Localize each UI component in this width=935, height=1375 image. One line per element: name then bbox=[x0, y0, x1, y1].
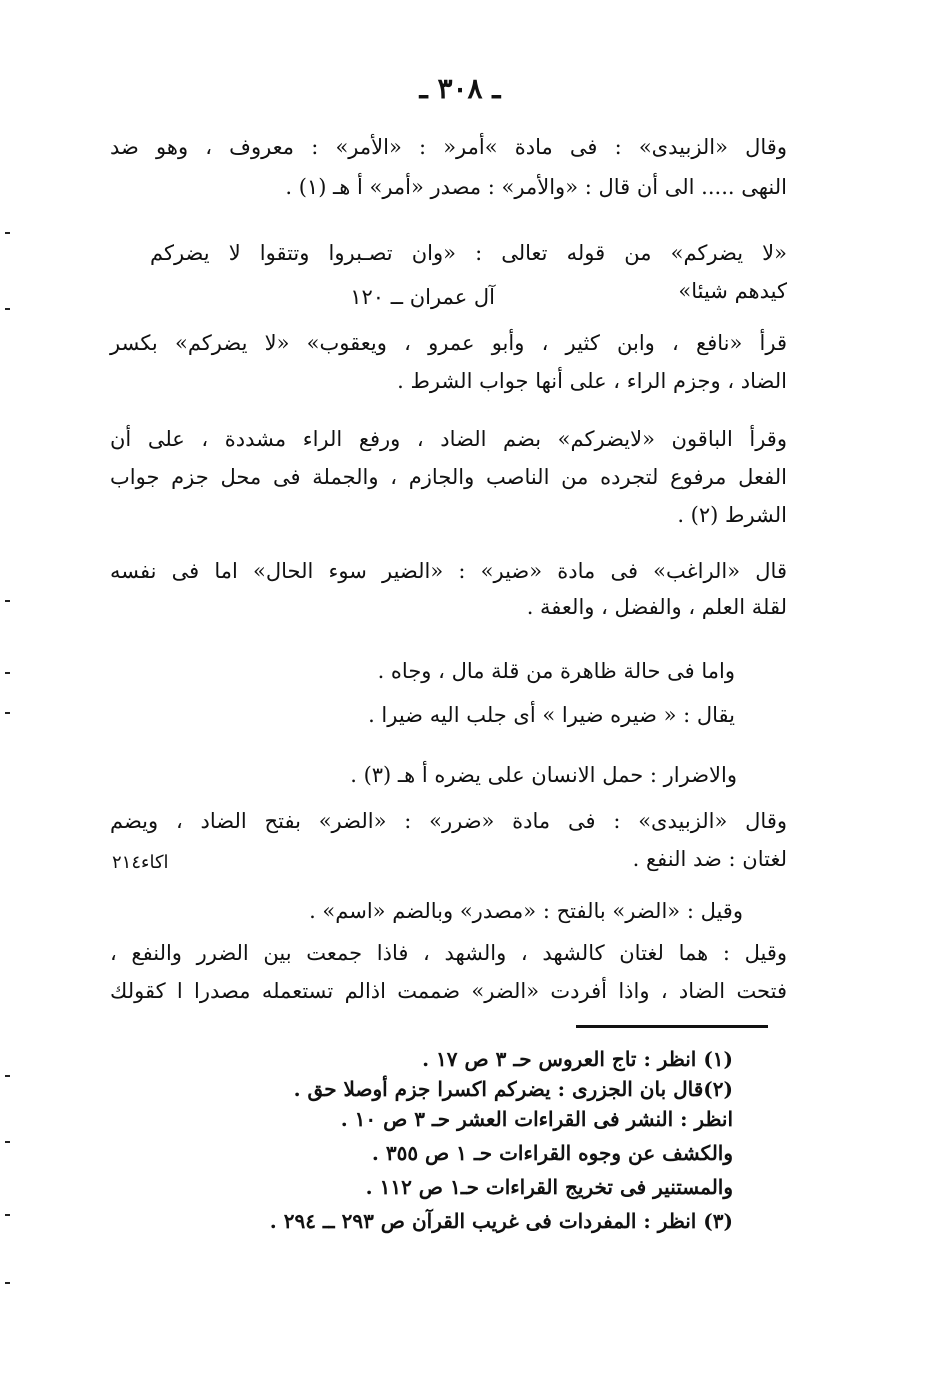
footnote: (١) انظر : تاج العروس حـ ٣ ص ١٧ . bbox=[422, 1047, 733, 1071]
footnote: (٢)قال بان الجزرى : يضركم اكسرا جزم أوصلا حق . bbox=[293, 1077, 733, 1101]
text-line: قال «الراغب» فى مادة «ضير» : «الضير سوء الحال» اما فى نفسه bbox=[110, 559, 787, 583]
scan-mark bbox=[5, 1282, 10, 1284]
text-line: فتحت الضاد ، واذا أفردت «الضر» ضممت اذالم تستعمله مصدرا ا كقولك bbox=[110, 979, 787, 1003]
text-line: الشرط (٢) . bbox=[677, 503, 787, 527]
page-number: ـ ٣٠٨ ـ bbox=[419, 72, 501, 105]
text-line: لقلة العلم ، والفضل ، والعفة . bbox=[526, 595, 787, 619]
text-line: وقيل : «الضر» بالفتح : «مصدر» وبالضم «اسم» . bbox=[309, 899, 743, 923]
text-line: قرأ «نافع ، وابن كثير ، وأبو عمرو ، ويعقوب» «لا يضركم» بكسر bbox=[110, 331, 787, 355]
footnote: (٣) انظر : المفردات فى غريب القرآن ص ٢٩٣ ــ ٢٩٤ . bbox=[269, 1209, 733, 1233]
scan-mark bbox=[5, 1214, 10, 1216]
scan-mark bbox=[5, 672, 10, 674]
scan-mark bbox=[5, 232, 10, 234]
scan-mark bbox=[5, 1141, 10, 1143]
text-line: وقرأ الباقون «لايضركم» بضم الضاد ، ورفع الراء مشددة ، على أن bbox=[110, 427, 787, 451]
footnote: والمستنير فى تخريج القراءات حـ١ ص ١١٢ . bbox=[365, 1175, 733, 1199]
footnote-divider bbox=[576, 1025, 768, 1028]
scan-mark bbox=[5, 600, 10, 602]
text-line: الضاد ، وجزم الراء ، على أنها جواب الشرط . bbox=[397, 369, 787, 393]
text-line: آل عمران ــ ١٢٠ bbox=[350, 285, 495, 309]
footnote: والكشف عن وجوه القراءات حـ ١ ص ٣٥٥ . bbox=[371, 1141, 733, 1165]
text-line: يقال : « ضيره ضيرا » أى جلب اليه ضيرا . bbox=[368, 703, 735, 727]
footnote: انظر : النشر فى القراءات العشر حـ ٣ ص ١٠ . bbox=[340, 1107, 733, 1131]
text-line: النهى ..... الى أن قال : «والأمر» : مصدر «أمر» أ هـ (١) . bbox=[285, 175, 787, 199]
text-line: كيدهم شيئا» bbox=[678, 279, 787, 303]
text-line: واما فى حالة ظاهرة من قلة مال ، وجاه . bbox=[377, 659, 735, 683]
margin-note: اكاء٢١٤ bbox=[112, 852, 169, 873]
scan-mark bbox=[5, 308, 10, 310]
scan-mark bbox=[5, 1075, 10, 1077]
text-line: والاضرار : حمل الانسان على يضره أ هـ (٣) . bbox=[350, 763, 737, 787]
text-line: «لا يضركم» من قوله تعالى : «وان تصـبروا وتتقوا لا يضركم bbox=[150, 241, 787, 265]
text-line: وقال «الزبيدى» : فى مادة »أمر« : «الأمر» : معروف ، وهو ضد bbox=[110, 135, 787, 159]
text-line: لغتان : ضد النفع . bbox=[632, 847, 787, 871]
text-line: وقيل : هما لغتان كالشهد ، والشهد ، فاذا جمعت بين الضرر والنفع ، bbox=[110, 941, 787, 965]
scan-mark bbox=[5, 712, 10, 714]
text-line: وقال «الزبيدى» : فى مادة «ضرر» : «الضر» بفتح الضاد ، ويضم bbox=[110, 809, 787, 833]
text-line: الفعل مرفوع لتجرده من الناصب والجازم ، والجملة فى محل جزم جواب bbox=[110, 465, 787, 489]
